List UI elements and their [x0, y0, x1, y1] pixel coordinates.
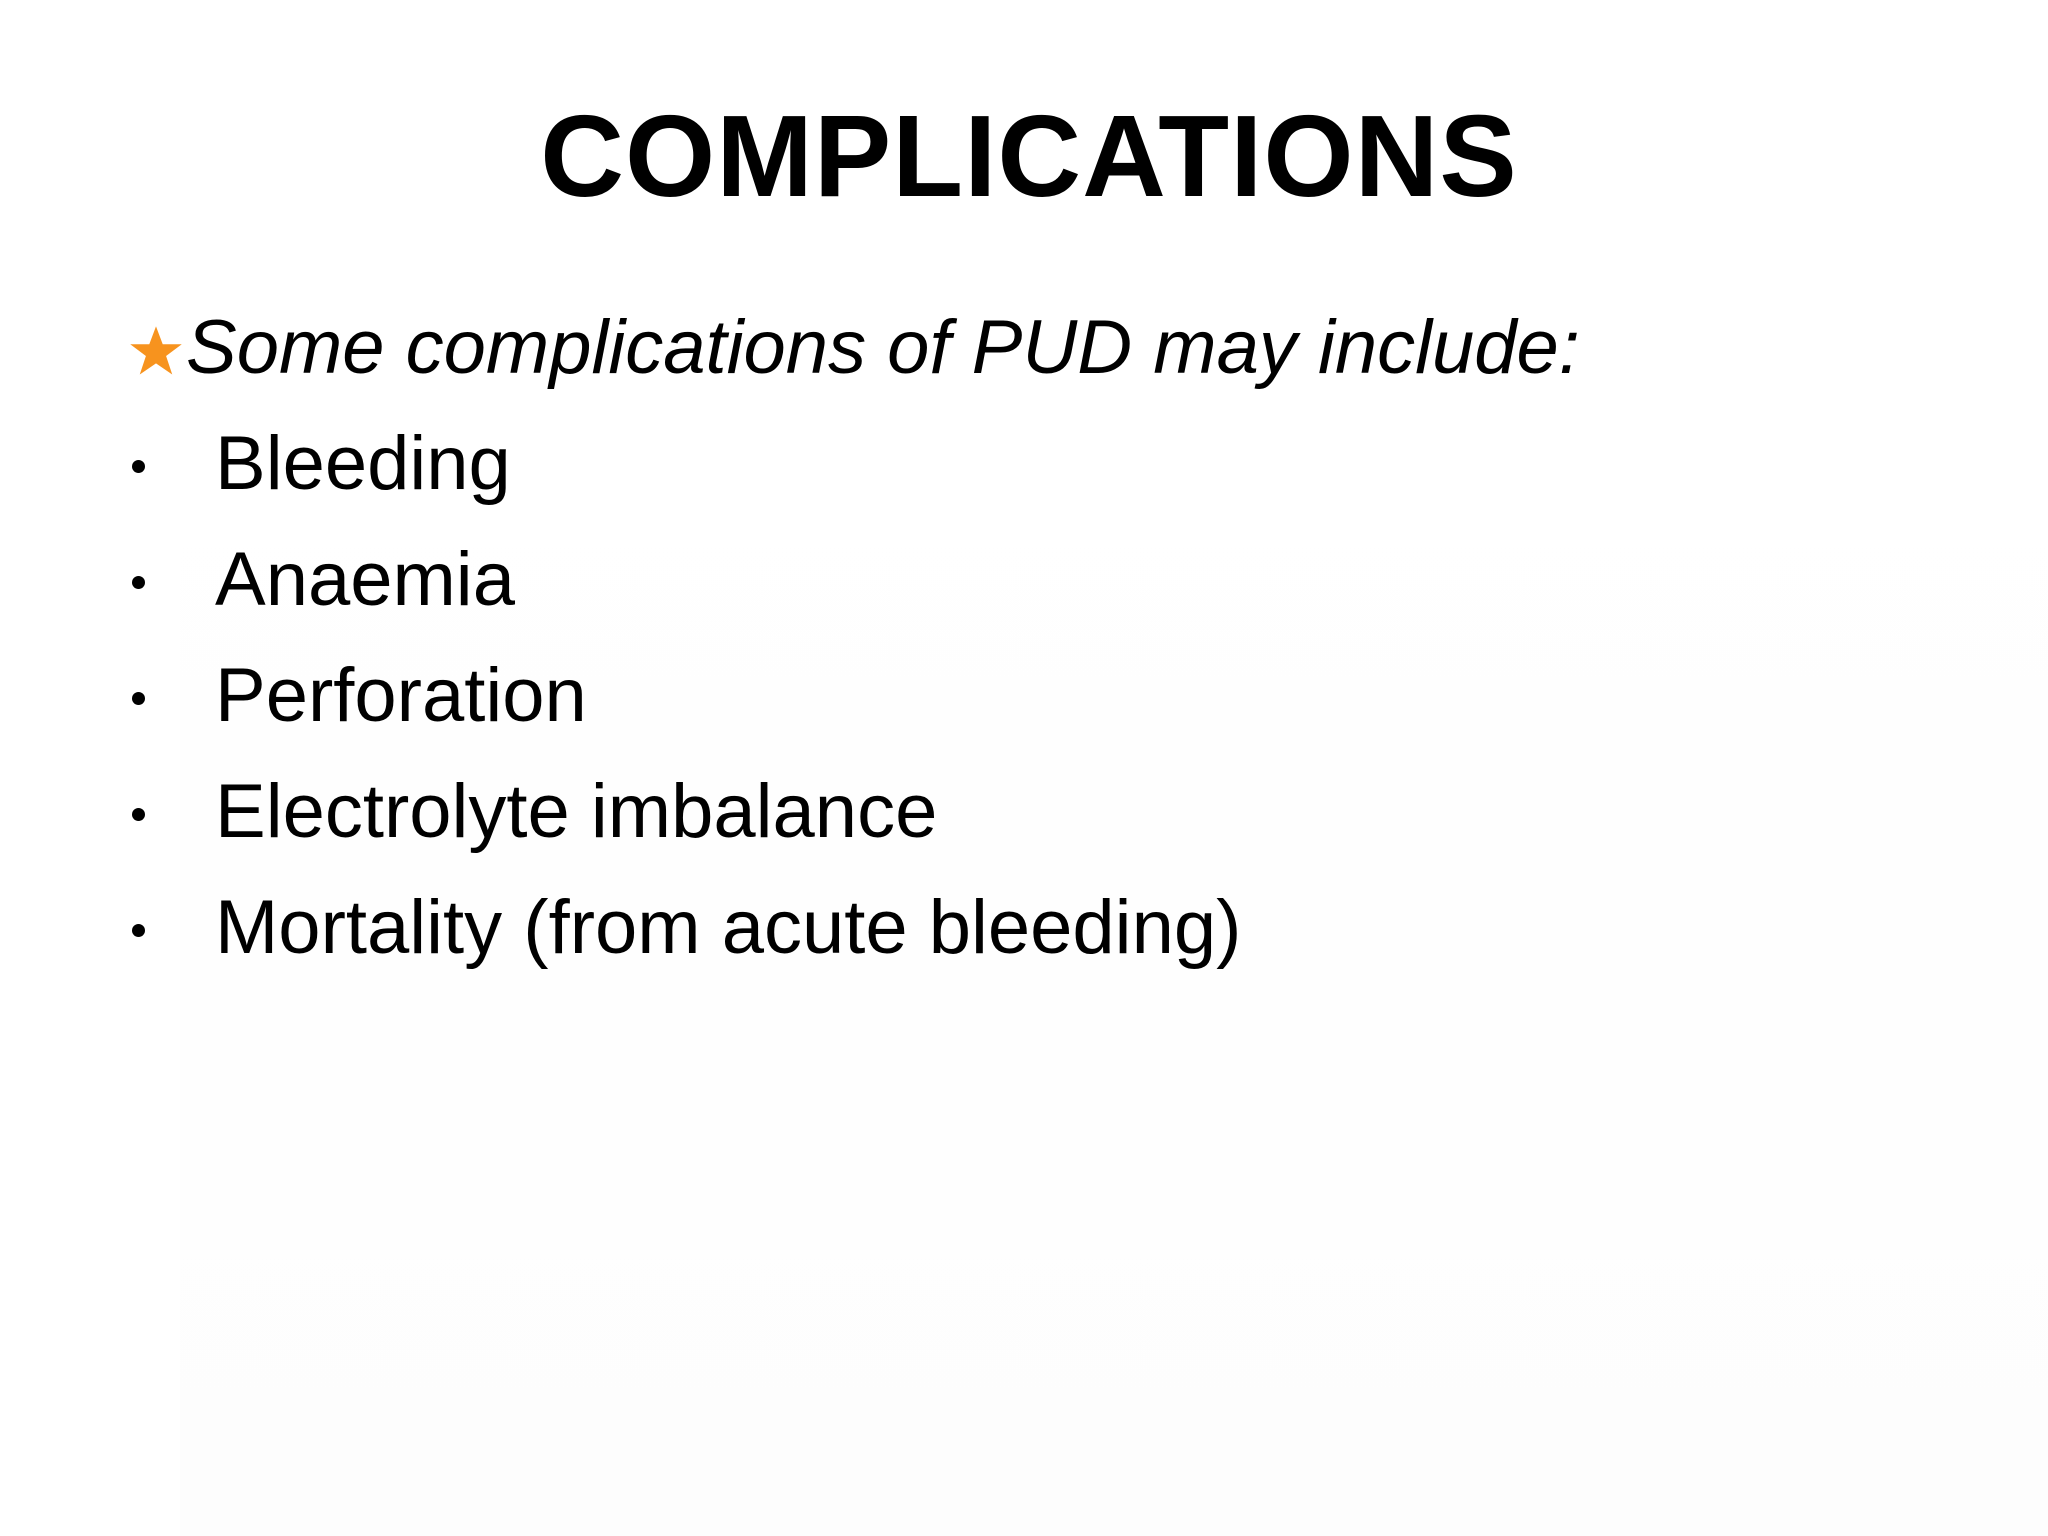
list-item-label: Bleeding	[215, 421, 511, 506]
intro-text: Some complications of PUD may include:	[186, 305, 1580, 390]
complications-list	[128, 421, 1242, 1006]
list-item	[128, 537, 1241, 658]
list-item	[128, 885, 1242, 1006]
list-item-label: Perforation	[215, 653, 587, 738]
star-icon	[128, 323, 184, 379]
bullet-icon	[132, 808, 145, 821]
slide-title: COMPLICATIONS	[540, 91, 1518, 221]
list-item	[128, 769, 1241, 890]
list-item-label: Electrolyte imbalance	[215, 769, 938, 854]
list-item	[128, 653, 1241, 774]
bullet-icon	[132, 460, 145, 473]
bullet-icon	[132, 692, 145, 705]
list-item-label: Anaemia	[215, 537, 515, 622]
bullet-icon	[132, 924, 145, 937]
intro-line	[128, 305, 1580, 390]
list-item	[128, 421, 1241, 542]
list-item-label: Mortality (from acute bleeding)	[215, 885, 1242, 970]
bullet-icon	[132, 576, 145, 589]
